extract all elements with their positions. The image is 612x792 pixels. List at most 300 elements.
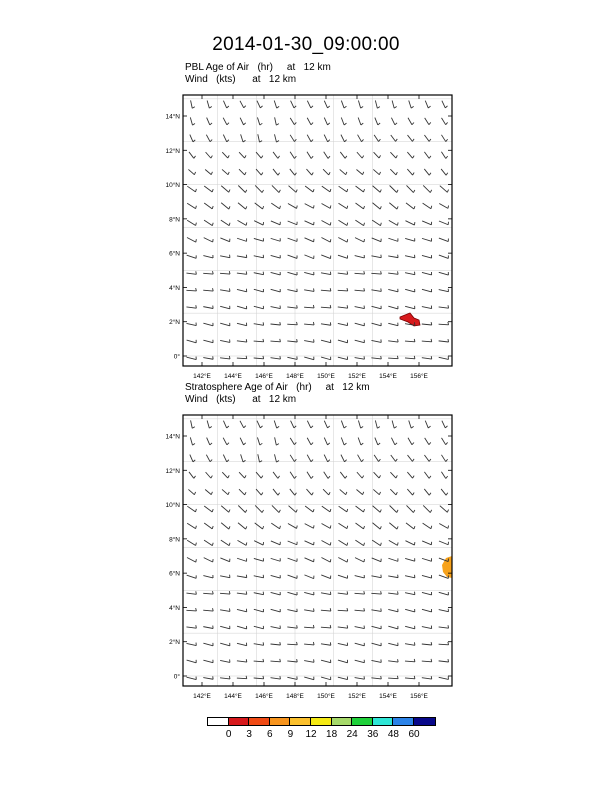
wind-barb — [187, 660, 197, 663]
wind-barb — [321, 660, 331, 663]
wind-barb — [203, 626, 213, 629]
wind-barb — [324, 438, 329, 445]
wind-barb — [288, 523, 297, 528]
wind-barb — [391, 438, 397, 445]
colorbar-labels — [0, 729, 612, 743]
wind-barb — [390, 489, 397, 495]
wind-barb — [357, 472, 364, 478]
wind-barb — [204, 540, 213, 546]
wind-barb — [405, 642, 415, 645]
wind-barb — [206, 455, 212, 462]
wind-barb — [239, 489, 246, 495]
wind-barb — [439, 592, 449, 595]
wind-barb — [441, 489, 448, 495]
wind-barb — [220, 591, 230, 594]
lon-label: 154°E — [379, 373, 397, 380]
wind-barb — [406, 505, 414, 512]
colorbar-label: 48 — [387, 729, 399, 740]
lon-label: 156°E — [410, 693, 428, 700]
wind-barb — [321, 541, 330, 546]
lat-label: 12°N — [165, 467, 180, 475]
wind-barb — [440, 506, 449, 513]
wind-barb — [207, 438, 212, 445]
wind-barb — [239, 472, 246, 478]
wind-barb — [371, 575, 381, 578]
colorbar-swatch — [332, 718, 353, 725]
colorbar-label: 3 — [246, 729, 252, 740]
lon-label: 148°E — [286, 373, 304, 380]
wind-barb — [287, 592, 297, 595]
wind-barb — [254, 676, 264, 679]
wind-barb — [338, 660, 348, 663]
wind-barb — [338, 677, 348, 680]
wind-barb — [324, 455, 330, 462]
wind-barb — [307, 438, 313, 445]
wind-barb — [424, 455, 430, 461]
wind-barb — [324, 472, 330, 479]
wind-barb — [240, 438, 246, 445]
wind-barb — [422, 676, 432, 679]
wind-barb — [439, 609, 449, 612]
colorbar-label: 24 — [346, 729, 358, 740]
wind-barb — [291, 421, 297, 428]
wind-barb — [270, 659, 280, 662]
wind-barb — [305, 558, 314, 562]
wind-barb — [425, 421, 430, 428]
wind-barb — [222, 489, 229, 494]
wind-barb — [388, 591, 398, 594]
wind-barb — [423, 523, 432, 529]
wind-barb — [238, 506, 246, 513]
wind-barb — [439, 625, 449, 628]
wind-barb — [290, 455, 296, 462]
wind-barb — [306, 489, 313, 495]
wind-barb — [358, 437, 363, 445]
lon-label: 152°E — [348, 373, 366, 380]
wind-barb — [187, 643, 197, 646]
wind-barb — [371, 659, 381, 662]
wind-barb — [271, 592, 281, 595]
wind-barb — [206, 472, 213, 478]
wind-barb — [356, 506, 365, 512]
wind-barb — [220, 558, 229, 562]
wind-barb — [187, 575, 197, 578]
lat-label: 4°N — [169, 604, 180, 612]
lat-label: 8°N — [169, 536, 180, 544]
wind-barb — [422, 592, 432, 595]
wind-barb — [271, 575, 281, 578]
wind-barb — [304, 575, 313, 579]
wind-barb — [271, 541, 280, 545]
wind-barb — [388, 575, 398, 578]
wind-barb — [287, 676, 297, 679]
wind-barb — [203, 643, 213, 646]
lat-label: 2°N — [169, 319, 180, 327]
wind-barb — [307, 421, 313, 428]
wind-barb — [439, 676, 449, 679]
wind-barb — [187, 506, 196, 512]
wind-barb — [338, 575, 348, 578]
wind-barb — [371, 591, 381, 594]
wind-barb — [305, 506, 314, 512]
lat-label: 14°N — [165, 113, 180, 121]
wind-barb — [405, 659, 415, 662]
wind-barb — [207, 420, 212, 428]
wind-barb — [407, 489, 414, 495]
lon-label: 148°E — [286, 693, 304, 700]
wind-barb — [256, 472, 263, 478]
wind-barb — [322, 506, 331, 512]
wind-barb — [304, 608, 314, 611]
wind-barb — [257, 437, 262, 445]
colorbar-swatch — [393, 718, 414, 725]
wind-barb — [323, 489, 330, 495]
wind-barb — [422, 609, 432, 612]
wind-barb — [220, 643, 230, 646]
colorbar-swatch — [352, 718, 373, 725]
wind-barb — [237, 643, 247, 646]
wind-barb — [237, 659, 247, 662]
wind-barb — [358, 455, 364, 462]
wind-barb — [409, 421, 414, 429]
wind-barb — [271, 609, 281, 612]
wind-barb — [307, 472, 313, 479]
wind-barb — [258, 454, 262, 462]
lat-label: 12°N — [165, 147, 180, 155]
wind-barb — [188, 489, 195, 494]
wind-barb — [338, 643, 348, 646]
wind-barb — [422, 575, 432, 578]
wind-barb — [321, 642, 331, 645]
wind-barb — [186, 608, 196, 611]
wind-barb — [355, 558, 364, 562]
wind-barb — [371, 608, 381, 611]
wind-barb — [341, 438, 346, 445]
wind-barb — [237, 575, 247, 578]
lon-label: 146°E — [255, 693, 273, 700]
colorbar-swatch — [311, 718, 332, 725]
wind-barb — [405, 541, 414, 545]
wind-barb — [256, 489, 263, 495]
wind-barb — [388, 643, 398, 646]
wind-barb — [372, 523, 381, 529]
wind-barb — [405, 592, 415, 595]
wind-barb — [223, 421, 228, 428]
wind-barb — [189, 472, 196, 478]
wind-barb — [392, 420, 397, 428]
wind-barb — [389, 540, 398, 545]
wind-barb — [338, 591, 348, 594]
wind-barb — [422, 659, 432, 662]
wind-barb — [355, 676, 365, 679]
wind-barb — [304, 642, 314, 645]
wind-barb — [254, 592, 264, 595]
wind-barb — [203, 676, 213, 679]
wind-barb — [338, 523, 347, 528]
lon-label: 154°E — [379, 693, 397, 700]
wind-barb — [223, 438, 229, 445]
wind-barb — [341, 455, 347, 462]
wind-barb — [408, 455, 415, 461]
wind-barb — [204, 523, 213, 529]
wind-barb — [191, 420, 195, 428]
wind-barb — [203, 575, 213, 578]
wind-barb — [288, 575, 298, 578]
wind-barb — [406, 523, 415, 529]
stratosphere-age-patch — [442, 556, 452, 578]
wind-barb — [422, 558, 432, 561]
colorbar — [207, 717, 436, 726]
wind-barb — [290, 472, 296, 479]
colorbar-label: 6 — [267, 729, 273, 740]
wind-barb — [204, 506, 213, 512]
wind-barb — [270, 642, 280, 645]
wind-barb — [288, 541, 297, 545]
wind-barb — [441, 455, 447, 462]
wind-barb — [305, 524, 314, 529]
wind-barb — [322, 524, 331, 529]
lat-label: 10°N — [165, 502, 180, 510]
colorbar-swatch — [290, 718, 311, 725]
wind-barb — [275, 454, 279, 462]
map-panel-2 — [165, 415, 452, 700]
wind-barb — [221, 523, 230, 529]
wind-barb — [186, 591, 196, 594]
wind-barb — [372, 540, 381, 545]
wind-barb — [204, 558, 213, 562]
wind-barb — [439, 642, 449, 645]
wind-barb — [254, 609, 264, 612]
wind-barb — [439, 541, 448, 545]
wind-barb — [442, 438, 448, 445]
lat-label: 0° — [173, 353, 180, 361]
wind-barb — [338, 625, 348, 628]
wind-barb — [371, 676, 381, 679]
colorbar-label: 36 — [367, 729, 379, 740]
lon-label: 142°E — [193, 693, 211, 700]
wind-barb — [355, 643, 365, 646]
wind-barb — [441, 472, 447, 479]
wind-barb — [290, 438, 296, 445]
wind-barb — [254, 626, 264, 629]
wind-barb — [388, 626, 398, 629]
wind-barb — [375, 420, 379, 428]
wind-barb — [274, 421, 279, 429]
wind-barb — [388, 609, 398, 612]
wind-barb — [372, 643, 382, 646]
colorbar-swatch — [414, 718, 435, 725]
wind-barb — [373, 489, 380, 494]
wind-barb — [356, 523, 365, 529]
wind-barb — [341, 421, 346, 429]
wind-barb — [271, 558, 281, 561]
colorbar-label: 0 — [225, 729, 232, 740]
wind-barb — [203, 660, 213, 663]
wind-barb — [355, 591, 365, 594]
wind-barb — [273, 489, 280, 495]
wind-barb — [423, 505, 431, 512]
wind-barb — [254, 642, 264, 645]
wind-barb — [389, 523, 398, 529]
wind-barb — [340, 489, 347, 494]
colorbar-label: 9 — [287, 729, 294, 740]
main-title: 2014-01-30_09:00:00 — [212, 34, 400, 55]
wind-barb — [203, 608, 213, 611]
wind-barb — [321, 558, 330, 563]
wind-barb — [190, 437, 195, 445]
wind-barb — [321, 575, 330, 579]
colorbar-label: 12 — [305, 729, 317, 740]
panel2-title-line2: Wind (kts) at 12 km — [185, 394, 297, 405]
lon-label: 146°E — [255, 373, 273, 380]
wind-barb — [355, 626, 365, 629]
wind-barb — [290, 489, 297, 495]
wind-barb — [321, 608, 331, 611]
wind-barb — [390, 506, 398, 513]
wind-barb — [289, 506, 298, 513]
wind-barb — [237, 676, 247, 679]
wind-barb — [304, 625, 314, 628]
wind-barb — [442, 421, 448, 428]
wind-barb — [187, 557, 196, 562]
wind-barb — [340, 472, 347, 478]
wind-barb — [221, 506, 230, 513]
wind-barb — [374, 472, 381, 478]
wind-barb — [220, 676, 230, 679]
wind-barb — [405, 575, 415, 578]
lon-label: 152°E — [348, 693, 366, 700]
wind-barb — [321, 625, 331, 628]
wind-barb — [304, 659, 314, 662]
wind-barb — [405, 676, 415, 679]
wind-barb — [254, 575, 264, 578]
wind-barb — [422, 642, 432, 645]
wind-barb — [220, 626, 230, 629]
wind-barb — [241, 454, 246, 462]
wind-barb — [405, 558, 415, 561]
lat-label: 8°N — [169, 216, 180, 224]
wind-barb — [187, 677, 197, 680]
wind-barb — [272, 505, 280, 512]
wind-barb — [405, 609, 415, 612]
wind-barb — [374, 455, 380, 462]
wind-barb — [237, 609, 247, 612]
wind-barb — [220, 659, 230, 662]
wind-barb — [304, 677, 314, 680]
wind-barb — [271, 626, 281, 629]
wind-barb — [275, 437, 279, 445]
lat-label: 2°N — [169, 639, 180, 647]
wind-barb — [375, 438, 380, 445]
wind-barb — [424, 489, 431, 495]
wind-barb — [287, 609, 297, 612]
wind-barb — [305, 541, 314, 545]
wind-barb — [287, 659, 297, 662]
wind-barb — [355, 575, 365, 578]
wind-barb — [237, 591, 247, 594]
colorbar-label: 18 — [326, 729, 338, 740]
lat-label: 4°N — [169, 284, 180, 292]
wind-barb — [186, 625, 196, 628]
lat-label: 6°N — [169, 570, 180, 578]
wind-barb — [422, 626, 432, 629]
lat-label: 10°N — [165, 182, 180, 190]
wind-barb — [187, 540, 196, 545]
wind-barb — [223, 455, 229, 462]
lat-label: 6°N — [169, 250, 180, 258]
wind-barb — [338, 540, 347, 545]
wind-barb — [238, 540, 247, 545]
colorbar-swatch — [249, 718, 270, 725]
wind-barb — [373, 506, 382, 513]
wind-barb — [408, 438, 414, 445]
wind-barb — [221, 540, 230, 545]
lon-label: 142°E — [193, 373, 211, 380]
wind-barb — [321, 592, 331, 595]
wind-barb — [388, 659, 398, 662]
colorbar-swatch — [208, 718, 229, 725]
lon-label: 150°E — [317, 373, 335, 380]
lon-label: 144°E — [224, 373, 242, 380]
wind-barb — [424, 472, 431, 478]
wind-barb — [240, 421, 246, 428]
colorbar-swatch — [229, 718, 250, 725]
wind-barb — [254, 558, 264, 561]
wind-barb — [372, 558, 381, 562]
lon-label: 156°E — [410, 373, 428, 380]
panel2-title-line1: Stratosphere Age of Air (hr) at 12 km — [185, 382, 370, 393]
wind-barb — [388, 676, 398, 679]
wind-barb — [405, 626, 415, 629]
panel1-title-line1: PBL Age of Air (hr) at 12 km — [185, 62, 331, 73]
wind-barb — [358, 420, 363, 428]
wind-barb — [372, 626, 382, 629]
lon-label: 144°E — [224, 693, 242, 700]
wind-barb — [439, 659, 449, 662]
wind-barb — [355, 608, 365, 611]
wind-barb — [238, 523, 247, 529]
wind-barb — [271, 523, 280, 529]
wind-barb — [407, 472, 414, 478]
wind-barb — [355, 660, 365, 663]
lat-label: 0° — [173, 673, 180, 681]
wind-barb — [271, 676, 281, 679]
colorbar-swatch — [373, 718, 394, 725]
wind-barb — [388, 558, 398, 561]
wind-barb — [220, 608, 230, 611]
wind-barb — [203, 591, 213, 594]
colorbar-label: 60 — [408, 729, 420, 740]
wind-barb — [304, 592, 314, 595]
wind-barb — [338, 557, 347, 562]
wind-barb — [254, 659, 264, 662]
wind-barb — [287, 642, 297, 645]
panel1-title-line2: Wind (kts) at 12 km — [185, 74, 297, 85]
wind-barb — [439, 523, 448, 528]
wind-barb — [187, 523, 196, 528]
wind-barb — [273, 472, 280, 478]
wind-barb — [355, 540, 364, 546]
wind-barb — [390, 472, 397, 478]
wind-barb — [190, 455, 195, 462]
wind-barb — [205, 489, 212, 494]
wind-barb — [338, 608, 348, 611]
lat-label: 14°N — [165, 433, 180, 441]
wind-barb — [257, 421, 263, 428]
wind-barb — [222, 472, 229, 478]
lon-label: 150°E — [317, 693, 335, 700]
wind-barb — [356, 489, 363, 494]
